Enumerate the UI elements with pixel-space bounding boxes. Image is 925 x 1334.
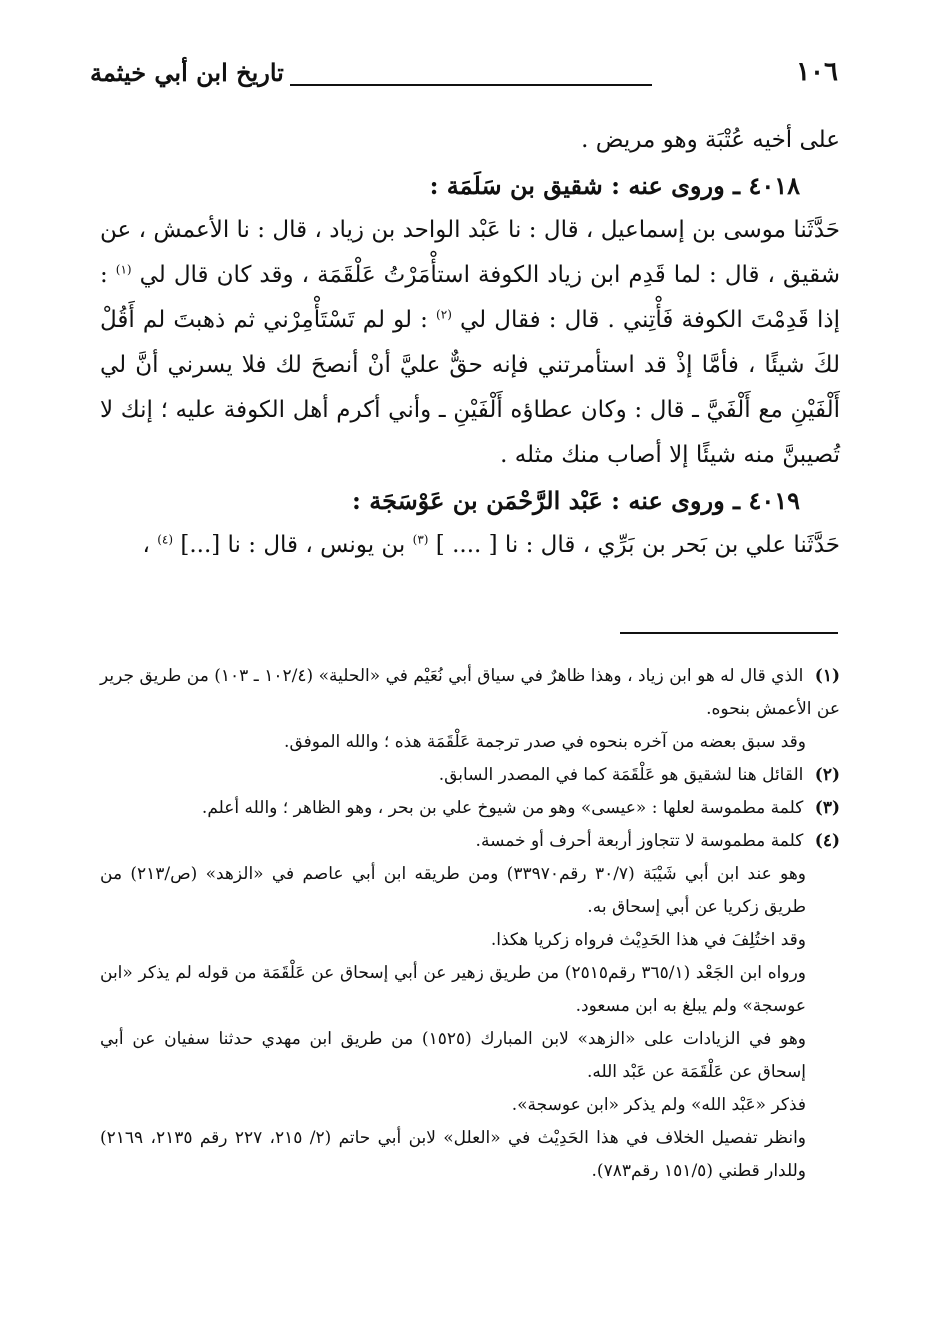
entry-4018-part2: : إذا قَدِمْتَ الكوفة فَأْتِني . قال : فقال لي [100, 262, 841, 333]
footnote-ref-2[interactable]: (٢) [436, 307, 452, 322]
footnotes [100, 660, 840, 1188]
footnote-4-para-c: وقد اختُلِفَ في هذا الحَدِيْث فرواه زكريا هكذا. [490, 930, 806, 950]
footnote-4-para-g: وانظر تفصيل الخلاف في هذا الحَدِيْث في «العلل» لابن أبي حاتم (٢/ ٢١٥، ٢٢٧ رقم ٢١٣٥، ٢١٦٩) وللدار قطني (١٥١/٥ رقم٧٨٣). [100, 1128, 807, 1181]
entry-4018-part3: : لو لم تَسْتَأْمِرْني ثم ذهبتَ لم أَقُلْ لكَ شيئًا ، فأمَّا إذْ قد استأمرتني فإنه حقٌّ عليَّ أنْ أنصحَ لك فلا يسرني أنَّ لي أَلْفَيْنِ مع أَلْفَيَّ ـ قال : وكان عطاؤه أَلْفَيْنِ ـ وأني أكرم أهل الكوفة عليه ؛ إنك لا تُصيبنَّ منه شيئًا إلا أصاب منك مثله . [100, 307, 840, 468]
page-header [90, 52, 838, 92]
footnote-4 [100, 825, 840, 858]
header-rule [290, 84, 652, 86]
opening-line: على أخيه عُتْبَة وهو مريض . [581, 127, 840, 153]
page-number: ١٠٦ [796, 57, 838, 87]
entry-4019-heading: ٤٠١٩ ـ وروى عنه : عَبْد الرَّحْمَن بن عَوْسَجَة : [352, 486, 800, 515]
entry-4018-heading: ٤٠١٨ ـ وروى عنه : شقيق بن سَلَمَة : [429, 171, 800, 200]
footnote-ref-3[interactable]: (٣) [412, 532, 429, 547]
footnote-4-para-e: وهو في الزيادات على «الزهد» لابن المبارك (١٥٢٥) من طريق ابن مهدي حدثنا سفيان عن أبي إسحاق عن عَلْقَمَة عن عَبْد الله. [100, 1029, 806, 1082]
footnote-2 [100, 759, 840, 792]
entry-4018-text [100, 208, 840, 478]
footnote-2-text: القائل هنا لشقيق هو عَلْقَمَة كما في المصدر السابق. [438, 765, 804, 785]
footnote-4-para-b: وهو عند ابن أبي شَيْبَة (٣٠/٧ رقم٣٣٩٧٠) ومن طريقه ابن أبي عاصم في «الزهد» (ص/٢١٣) من طريق زكريا عن أبي إسحاق به. [100, 864, 806, 917]
entry-4019-part2: بن يونس ، قال : نا [...] [180, 532, 406, 558]
footnote-1-text: الذي قال له هو ابن زياد ، وهذا ظاهرٌ في سياق أبي نُعَيْم في «الحلية» (١٠٢/٤ ـ ١٠٣) من طريق جرير عن الأعمش بنحوه. [100, 666, 840, 719]
entry-4019-text [100, 523, 840, 568]
main-text [100, 118, 840, 568]
footnote-ref-4[interactable]: (٤) [157, 532, 174, 547]
footnote-rule [620, 632, 838, 634]
entry-4019-part1: حَدَّثَنا علي بن بَحر بن بَرِّي ، قال : نا [ .... ] [435, 532, 840, 558]
footnote-4-number: (٤) [814, 831, 840, 851]
running-title: تاريخ ابن أبي خيثمة [90, 57, 284, 87]
footnote-3 [100, 792, 840, 825]
footnote-2-number: (٢) [814, 765, 840, 785]
footnote-4-para-d: ورواه ابن الجَعْد (٣٦٥/١ رقم٢٥١٥) من طريق زهير عن أبي إسحاق عن عَلْقَمَة من قوله لم يذكر «ابن عوسجة» ولم يبلغ به ابن مسعود. [100, 963, 806, 1016]
footnote-ref-1[interactable]: (١) [115, 262, 132, 277]
footnote-4-text: كلمة مطموسة لا تتجاوز أربعة أحرف أو خمسة. [475, 831, 804, 851]
footnote-1-number: (١) [814, 666, 840, 686]
entry-4019-part3: ، [142, 532, 150, 558]
footnote-3-text: كلمة مطموسة لعلها : «عيسى» وهو من شيوخ علي بن بحر ، وهو الظاهر ؛ والله أعلم. [201, 798, 804, 818]
footnote-3-number: (٣) [814, 798, 840, 818]
entry-4018-part1: حَدَّثَنا موسى بن إسماعيل ، قال : نا عَبْد الواحد بن زياد ، قال : نا الأعمش ، عن شقيق ، قال : لما قَدِم ابن زياد الكوفة استأْمَرْتُ عَلْقَمَة ، وقد كان قال لي [100, 217, 841, 288]
footnote-1 [100, 660, 840, 726]
footnote-1-continuation: وقد سبق بعضه من آخره بنحوه في صدر ترجمة عَلْقَمَة هذه ؛ والله الموفق. [284, 732, 806, 752]
footnote-4-para-f: فذكر «عَبْد الله» ولم يذكر «ابن عوسجة». [511, 1095, 806, 1115]
